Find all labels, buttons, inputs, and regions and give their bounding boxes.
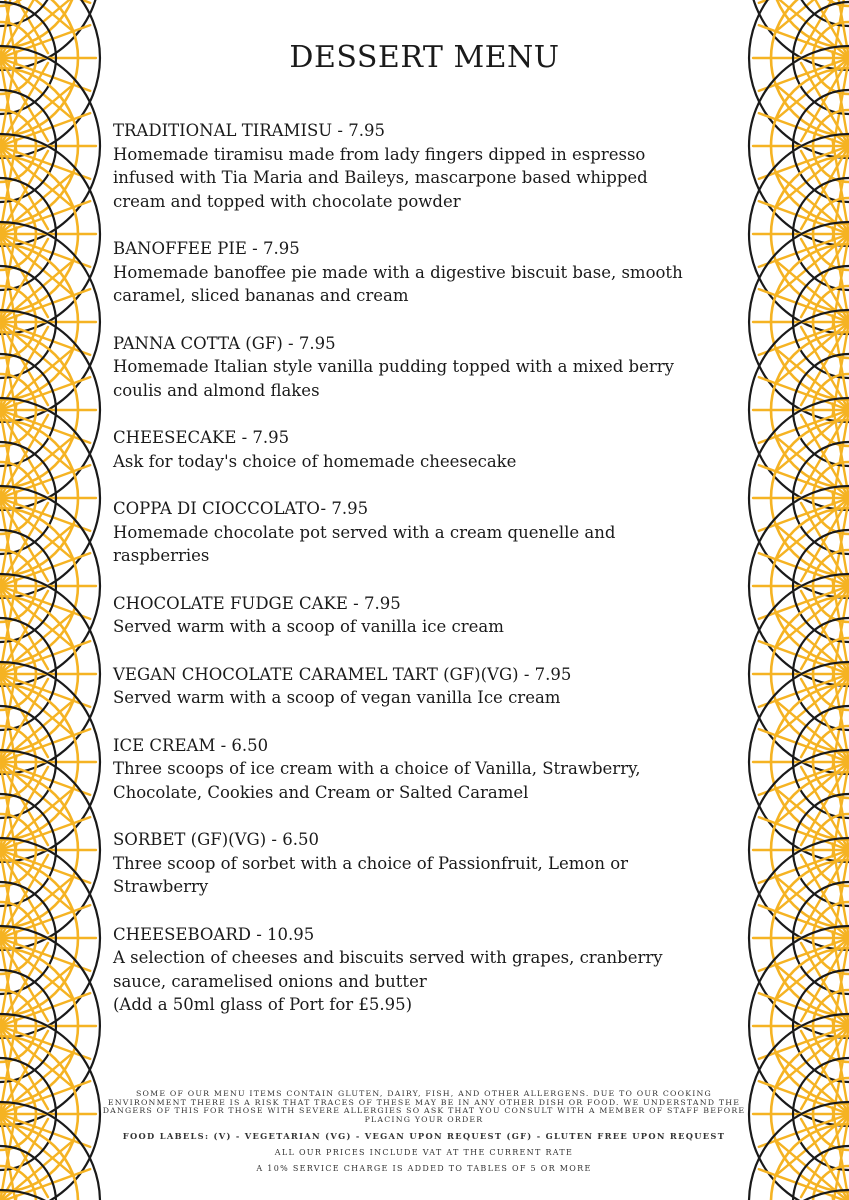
menu-item-sorbet <box>113 828 733 899</box>
menu-items-list <box>113 119 733 1041</box>
item-description: Homemade chocolate pot served with a cream quenelle and raspberries <box>113 522 616 565</box>
item-name: CHEESEBOARD - 10.95 <box>113 924 315 944</box>
item-name: BANOFFEE PIE - 7.95 <box>113 239 300 258</box>
item-name: VEGAN CHOCOLATE CARAMEL TART (GF)(VG) - 7.95 <box>113 664 572 684</box>
service-charge-notice: A 10% SERVICE CHARGE IS ADDED TO TABLES OF 5 OR MORE <box>256 1164 592 1173</box>
menu-item-cheesecake <box>113 426 733 473</box>
item-name: CHOCOLATE FUDGE CAKE - 7.95 <box>113 593 401 613</box>
item-name: PANNA COTTA (GF) - 7.95 <box>113 333 336 353</box>
item-name: CHEESECAKE - 7.95 <box>113 428 290 447</box>
item-description: A selection of cheeses and biscuits served with grapes, cranberry sauce, caramelised onions and butter (Add a 50ml glass of Port for £5.95) <box>113 948 663 1014</box>
decorative-border-right <box>745 0 849 1200</box>
vat-notice: ALL OUR PRICES INCLUDE VAT AT THE CURRENT RATE <box>274 1148 574 1157</box>
item-description: Homemade Italian style vanilla pudding topped with a mixed berry coulis and almond flakes <box>113 357 674 400</box>
item-description: Three scoop of sorbet with a choice of Passionfruit, Lemon or Strawberry <box>113 853 629 896</box>
menu-item-vegan-caramel-tart <box>113 663 733 710</box>
item-description: Served warm with a scoop of vanilla ice cream <box>113 617 504 636</box>
decorative-border-left <box>0 0 106 1200</box>
item-name: ICE CREAM - 6.50 <box>113 735 269 755</box>
item-name: TRADITIONAL TIRAMISU - 7.95 <box>113 121 385 140</box>
menu-item-ice-cream <box>113 734 733 805</box>
item-name: COPPA DI CIOCCOLATO- 7.95 <box>113 499 369 518</box>
menu-item-banoffee-pie <box>113 237 733 308</box>
menu-item-coppa-di-cioccolato <box>113 497 733 568</box>
item-description: Three scoops of ice cream with a choice of Vanilla, Strawberry, Chocolate, Cookies and Cream or Salted Caramel <box>113 759 641 802</box>
menu-footer <box>96 1090 752 1173</box>
food-labels: FOOD LABELS: (V) - VEGETARIAN (VG) - VEGAN UPON REQUEST (GF) - GLUTEN FREE UPON REQUEST <box>122 1131 726 1141</box>
item-description: Served warm with a scoop of vegan vanilla Ice cream <box>113 688 561 707</box>
menu-title: DESSERT MENU <box>289 40 560 75</box>
allergen-notice: SOME OF OUR MENU ITEMS CONTAIN GLUTEN, DAIRY, FISH, AND OTHER ALLERGENS. DUE TO OUR COOKING ENVIRONMENT THERE IS A RISK THAT TRACES OF THESE MAY BE IN ANY OTHER DISH OR FOOD. WE UNDERSTAND THE DANGERS OF THIS FOR THOSE WITH SEVERE ALLERGIES SO ASK THAT YOU CONSULT WITH A MEMBER OF STAFF BEFORE PLACING YOUR ORDER <box>102 1089 746 1124</box>
menu-item-cheeseboard <box>113 923 733 1017</box>
item-description: Homemade banoffee pie made with a digestive biscuit base, smooth caramel, sliced bananas and cream <box>113 262 683 305</box>
menu-item-tiramisu <box>113 119 733 213</box>
item-description: Ask for today's choice of homemade cheesecake <box>113 451 517 471</box>
item-description: Homemade tiramisu made from lady fingers dipped in espresso infused with Tia Maria and Baileys, mascarpone based whipped cream and topped with chocolate powder <box>113 144 648 211</box>
menu-item-panna-cotta <box>113 332 733 403</box>
item-name: SORBET (GF)(VG) - 6.50 <box>113 830 319 849</box>
menu-item-chocolate-fudge-cake <box>113 592 733 639</box>
